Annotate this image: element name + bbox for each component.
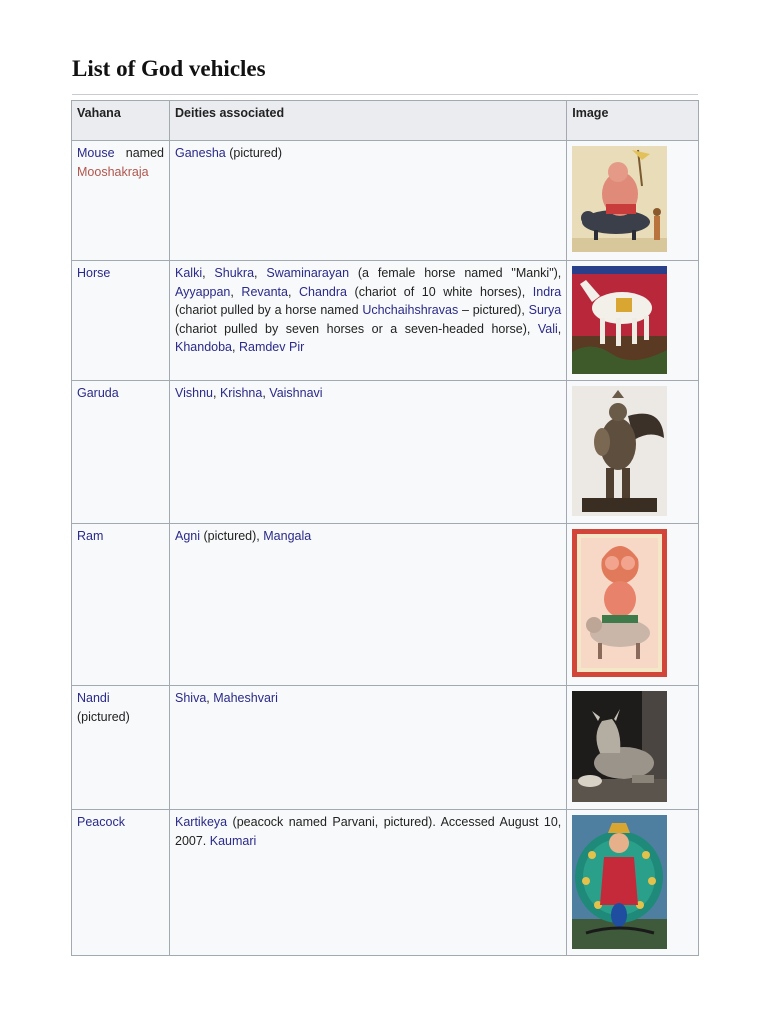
table-row [72, 524, 699, 686]
deity-text: (a female horse named "Manki"), [349, 266, 562, 280]
deity-text: (pictured), [200, 529, 264, 543]
deity-text: , [287, 284, 300, 299]
deity-text: (chariot of 10 white horses), [346, 284, 533, 299]
header-image: Image [567, 101, 699, 141]
deity-link-kalki[interactable]: Kalki [175, 266, 203, 280]
image-cell [567, 686, 699, 810]
deity-text: , [230, 284, 242, 299]
deity-text: , [206, 691, 214, 705]
deity-link-kaumari[interactable]: Kaumari [209, 833, 257, 848]
deity-link-ganesha[interactable]: Ganesha [175, 146, 226, 160]
table-header-row [72, 101, 699, 141]
vahana-cell [72, 810, 170, 956]
deity-link-vali[interactable]: Vali [537, 321, 558, 336]
vahana-link-mouse[interactable]: Mouse [77, 146, 115, 160]
deity-text: , [557, 321, 562, 336]
deity-link-vaishnavi[interactable]: Vaishnavi [269, 386, 323, 400]
deity-link-maheshvari[interactable]: Maheshvari [213, 691, 278, 705]
image-cell [567, 810, 699, 956]
vehicles-table [71, 100, 699, 956]
deities-cell [170, 381, 567, 524]
table-row [72, 381, 699, 524]
table-row [72, 810, 699, 956]
deity-link-krishna[interactable]: Krishna [219, 386, 263, 400]
deity-link-agni[interactable]: Agni [175, 529, 201, 543]
header-deities: Deities associated [170, 101, 567, 141]
vahana-link-mooshakraja[interactable]: Mooshakraja [77, 164, 149, 179]
deity-link-swaminarayan[interactable]: Swaminarayan [266, 266, 350, 280]
kartikeya-on-peacock-painting[interactable] [572, 815, 667, 949]
deity-text: (peacock named Parvani, pictured). Accessed August 10, 2007. [175, 815, 562, 848]
deity-link-ramdev-pir[interactable]: Ramdev Pir [238, 340, 305, 354]
header-vahana: Vahana [72, 101, 170, 141]
deity-link-indra[interactable]: Indra [532, 284, 562, 299]
table-row [72, 686, 699, 810]
vahana-link-ram[interactable]: Ram [77, 529, 104, 543]
image-cell [567, 261, 699, 381]
vahana-cell [72, 141, 170, 261]
deity-text: , [232, 340, 239, 354]
vahana-link-nandi[interactable]: Nandi [77, 691, 110, 705]
deity-text: , [202, 266, 215, 280]
white-horse-painting[interactable] [572, 266, 667, 374]
deity-link-khandoba[interactable]: Khandoba [175, 340, 233, 354]
deity-text: (chariot pulled by a horse named [175, 303, 363, 317]
nandi-stone-statue[interactable] [572, 691, 667, 802]
vahana-text: (pictured) [77, 709, 130, 724]
deity-link-chandra[interactable]: Chandra [299, 284, 347, 299]
vahana-cell [72, 261, 170, 381]
deity-text: , [254, 266, 267, 280]
garuda-bronze-statue[interactable] [572, 386, 667, 516]
page-title: List of God vehicles [72, 56, 266, 81]
image-cell [567, 524, 699, 686]
deities-cell [170, 686, 567, 810]
vahana-cell [72, 381, 170, 524]
image-cell [567, 141, 699, 261]
deity-text: (chariot pulled by seven horses or a seven-headed horse), [175, 321, 538, 336]
image-cell [567, 381, 699, 524]
deity-link-mangala[interactable]: Mangala [263, 529, 312, 543]
deity-link-surya[interactable]: Surya [528, 303, 562, 317]
vahana-cell [72, 686, 170, 810]
deity-link-ayyappan[interactable]: Ayyappan [175, 284, 231, 299]
deity-text: – pictured), [458, 303, 529, 317]
table-row [72, 261, 699, 381]
vahana-link-peacock[interactable]: Peacock [77, 815, 125, 829]
vahana-link-horse[interactable]: Horse [77, 266, 111, 280]
deity-link-shukra[interactable]: Shukra [214, 266, 255, 280]
deities-cell [170, 261, 567, 381]
title-divider [72, 94, 698, 95]
deities-cell [170, 524, 567, 686]
deity-link-kartikeya[interactable]: Kartikeya [175, 815, 228, 829]
agni-on-ram-painting[interactable] [572, 529, 667, 677]
vahana-cell [72, 524, 170, 686]
deities-cell [170, 141, 567, 261]
table-row [72, 141, 699, 261]
deity-link-revanta[interactable]: Revanta [241, 284, 288, 299]
vahana-link-garuda[interactable]: Garuda [77, 386, 119, 400]
deity-link-uchchaihshravas[interactable]: Uchchaihshravas [362, 303, 459, 317]
vahana-text: named [114, 146, 164, 160]
ganesha-on-mouse-painting[interactable] [572, 146, 667, 252]
deity-link-shiva[interactable]: Shiva [175, 691, 207, 705]
deities-cell [170, 810, 567, 956]
deity-text: , [262, 386, 270, 400]
deity-text: (pictured) [225, 146, 283, 160]
deity-text: , [213, 386, 220, 400]
deity-link-vishnu[interactable]: Vishnu [175, 386, 213, 400]
